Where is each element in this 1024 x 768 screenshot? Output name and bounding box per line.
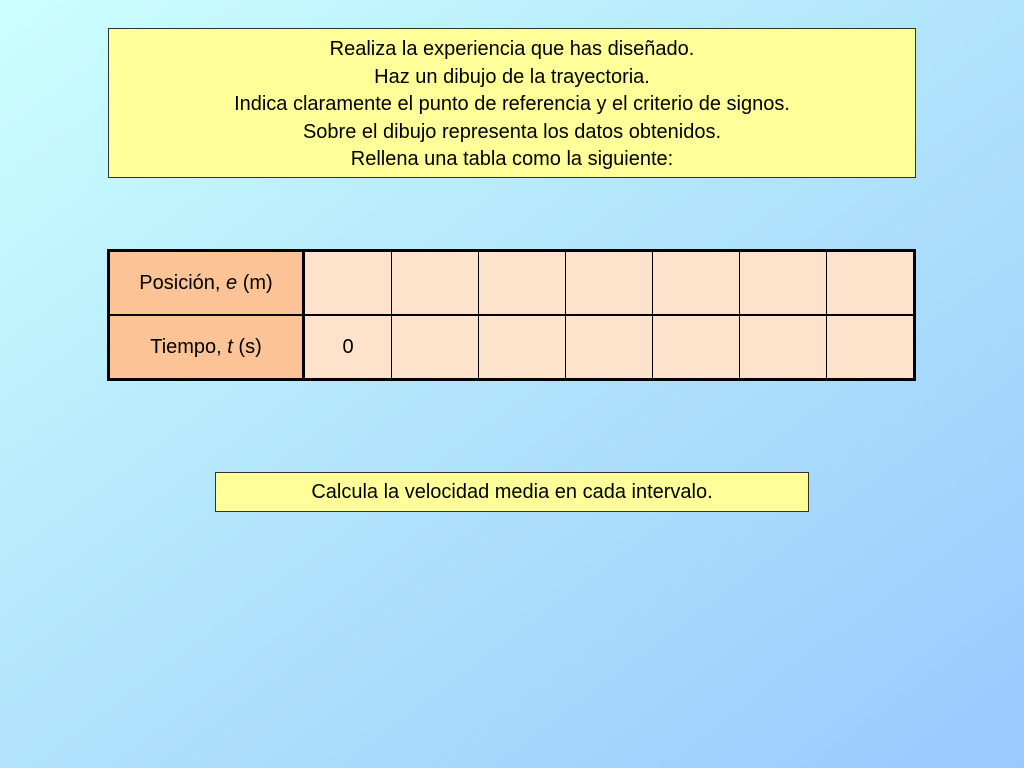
- table-cell[interactable]: [566, 315, 653, 380]
- table-cell[interactable]: 0: [304, 315, 392, 380]
- row-variable: e: [226, 271, 238, 294]
- table-row-time: [109, 315, 915, 380]
- table-cell[interactable]: [653, 315, 740, 380]
- table-cell[interactable]: [392, 251, 479, 316]
- footer-note-text: Calcula la velocidad media en cada intervalo.: [311, 481, 713, 503]
- instruction-line: Sobre el dibujo representa los datos obtenidos.: [302, 120, 722, 143]
- table-cell[interactable]: [653, 251, 740, 316]
- table-cell[interactable]: [479, 315, 566, 380]
- row-unit: (m): [237, 271, 273, 294]
- row-label: Tiempo,: [150, 335, 228, 358]
- data-table: [107, 249, 916, 381]
- table-row-position: [109, 251, 915, 316]
- row-header-position: [109, 251, 304, 316]
- instruction-line: Haz un dibujo de la trayectoria.: [374, 65, 650, 88]
- row-unit: (s): [232, 335, 262, 358]
- table-cell[interactable]: [479, 251, 566, 316]
- row-label: Posición,: [139, 271, 227, 294]
- instructions-box: [108, 28, 916, 178]
- table-cell[interactable]: [740, 251, 827, 316]
- row-header-time: [109, 315, 304, 380]
- table-cell[interactable]: [566, 251, 653, 316]
- instruction-line: Indica claramente el punto de referencia y el criterio de signos.: [234, 93, 790, 115]
- instruction-line: Realiza la experiencia que has diseñado.: [329, 38, 695, 60]
- table-cell[interactable]: [740, 315, 827, 380]
- instruction-line: Rellena una tabla como la siguiente:: [350, 148, 674, 170]
- table-cell[interactable]: [827, 315, 915, 380]
- footer-note-box: [215, 472, 809, 512]
- table-cell[interactable]: [827, 251, 915, 316]
- table-cell[interactable]: [304, 251, 392, 316]
- table-cell[interactable]: [392, 315, 479, 380]
- row-variable: t: [227, 335, 233, 358]
